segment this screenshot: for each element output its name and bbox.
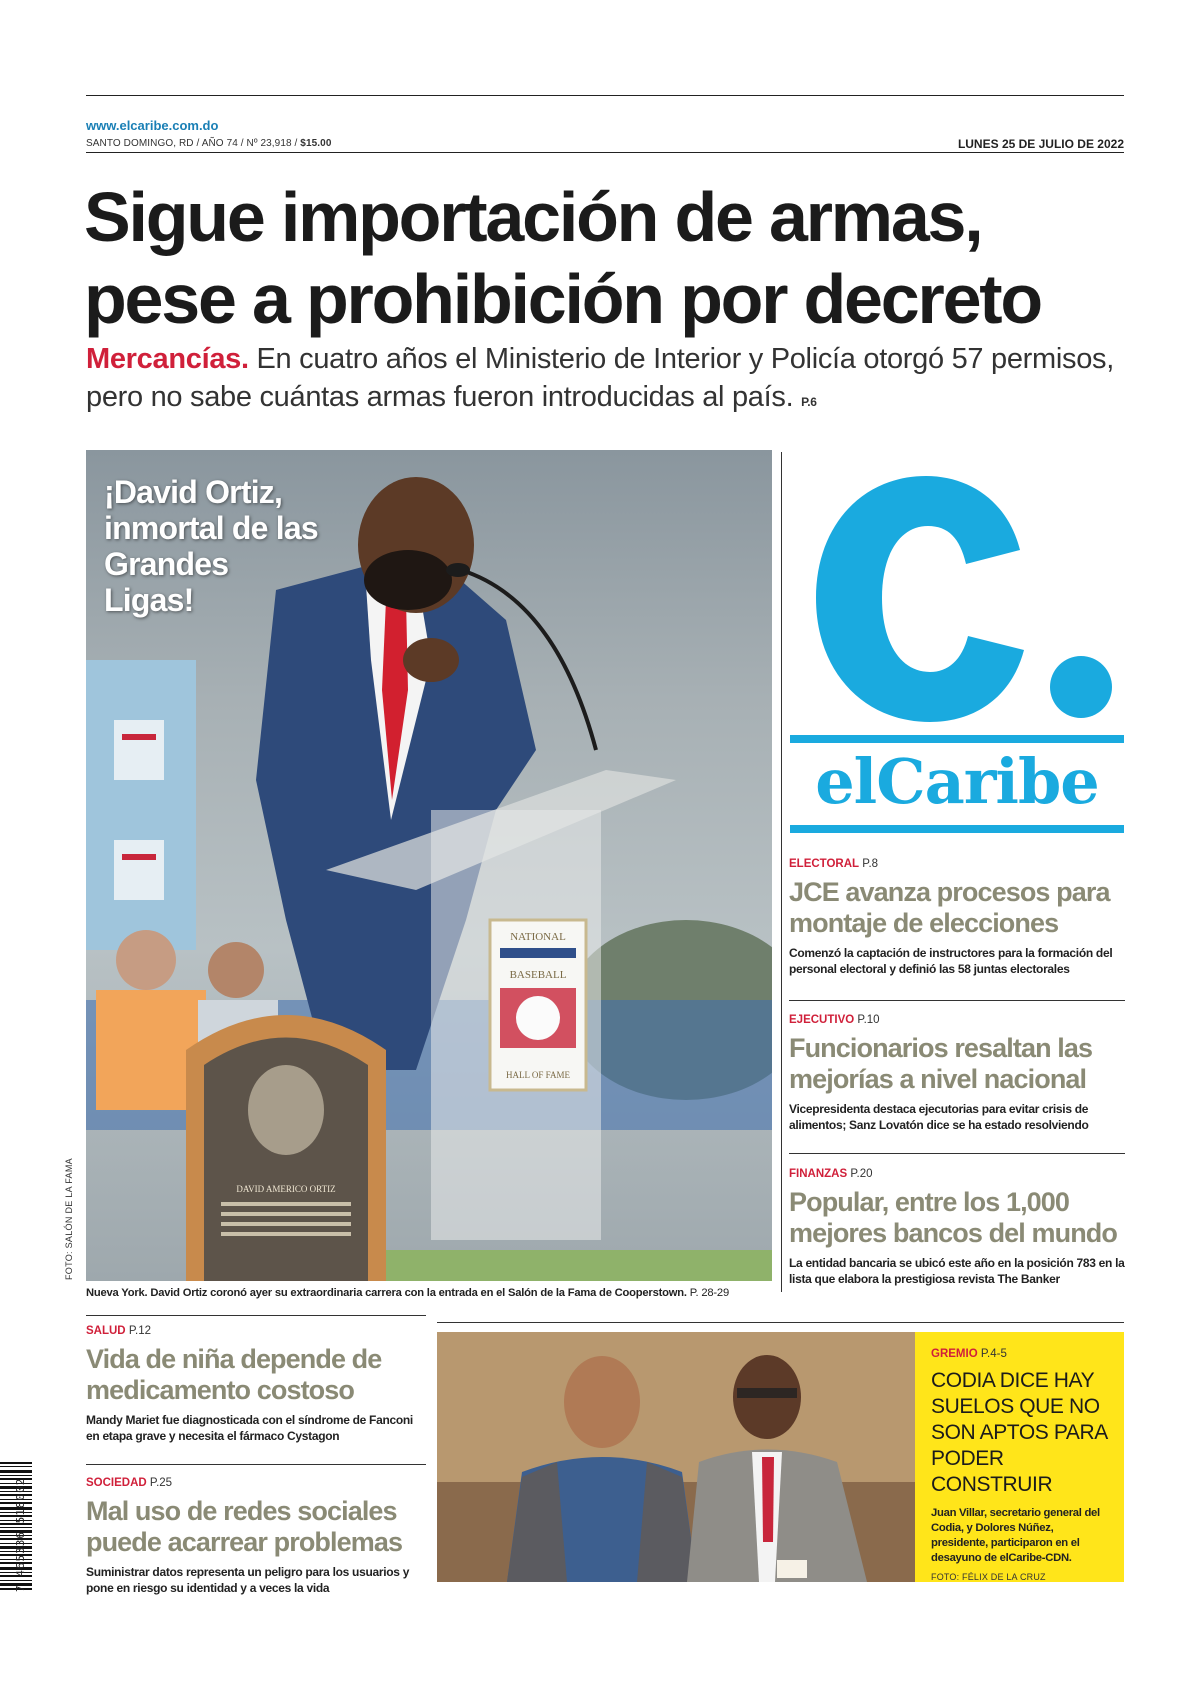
story-headline: Mal uso de redes sociales puede acarrear problemas [86, 1496, 403, 1557]
main-photo-caption [86, 1287, 786, 1299]
audience-person-2 [208, 942, 264, 998]
story-dek: Suministrar datos representa un peligro para los usuarios y pone en riesgo su identidad y a veces la vida [86, 1565, 410, 1595]
story-headline: Vida de niña depende de medicamento costoso [86, 1344, 382, 1405]
section-label: SALUD [86, 1325, 126, 1337]
microphone-head [446, 563, 470, 577]
section-label: EJECUTIVO [789, 1014, 855, 1026]
edition-text: SANTO DOMINGO, RD / AÑO 74 / Nº 23,918 / [86, 138, 301, 149]
hof-logo-2 [114, 840, 164, 900]
page-ref: P.4-5 [977, 1348, 1007, 1360]
lead-subhead-text: En cuatro años el Ministerio de Interior y Policía otorgó 57 permisos, pero no sabe cuántas armas fueron introducidas al país. [86, 343, 1114, 413]
hof-stripe-2 [122, 854, 156, 860]
podium-sign-stars [500, 948, 576, 958]
hof-banner-left [86, 660, 196, 950]
person-2-glasses [737, 1388, 797, 1398]
main-photo-title: ¡David Ortiz, inmortal de las Grandes Ligas! [104, 474, 318, 618]
section-label: SOCIEDAD [86, 1477, 147, 1489]
bottom-separator-mid [86, 1464, 426, 1465]
hof-logo-1 [114, 720, 164, 780]
podium-sign-line3: HALL OF FAME [505, 1070, 571, 1080]
page-ref: P.12 [125, 1325, 151, 1337]
lead-headline-line2: pese a prohibición por decreto [84, 260, 1041, 338]
column-divider [781, 452, 782, 1292]
plaque-text-line-4 [221, 1232, 351, 1236]
section-label: ELECTORAL [789, 858, 860, 870]
edition-info [86, 138, 331, 149]
plaque-name: DAVID AMERICO ORTIZ [236, 1184, 336, 1194]
masthead-rule [86, 152, 1124, 153]
elcaribe-logo-c-icon [786, 460, 1126, 730]
story-finanzas[interactable] [789, 1167, 1125, 1287]
story-section [789, 1167, 1125, 1181]
story-headline: Popular, entre los 1,000 mejores bancos del mundo [789, 1187, 1117, 1248]
person-2-tie [762, 1457, 774, 1542]
logo-name: elCaribe [815, 745, 1099, 818]
story-electoral[interactable] [789, 857, 1125, 977]
story-dek: Mandy Mariet fue diagnosticada con el síndrome de Fanconi en etapa grave y necesita el fármaco Cystagon [86, 1413, 413, 1443]
lead-kicker: Mercancías. [86, 343, 249, 375]
main-photo-credit: FOTO: SALÓN DE LA FAMA [64, 1158, 74, 1280]
story-section [931, 1347, 1110, 1361]
story-headline: Funcionarios resaltan las mejorías a nivel nacional [789, 1033, 1093, 1094]
story-ejecutivo[interactable] [789, 1013, 1125, 1133]
story-separator [789, 1000, 1125, 1001]
story-sociedad[interactable] [86, 1476, 426, 1596]
page-ref: P.8 [859, 858, 879, 870]
plaque-text-line-1 [221, 1202, 351, 1206]
price: $15.00 [300, 138, 332, 149]
lead-subhead [86, 340, 1126, 421]
main-photo-caption-ref: P. 28-29 [686, 1287, 729, 1299]
grass [386, 1250, 772, 1281]
section-label: FINANZAS [789, 1168, 848, 1180]
gremio-story[interactable] [915, 1332, 1124, 1582]
story-dek: Vicepresidenta destaca ejecutorias para evitar crisis de alimentos; Sanz Lovatón dice se ha estado resolviendo [789, 1102, 1089, 1132]
logo-bar-top [790, 735, 1124, 743]
coffee-cup [777, 1560, 807, 1578]
section-label: GREMIO [931, 1348, 978, 1360]
story-section [789, 1013, 1125, 1027]
hof-stripe-1 [122, 734, 156, 740]
story-dek: Comenzó la captación de instructores para la formación del personal electoral y definió las 58 juntas electorales [789, 946, 1113, 976]
gremio-photo-credit: FOTO: FÉLIX DE LA CRUZ [931, 1572, 1046, 1582]
podium-sign-line1: NATIONAL [510, 931, 566, 943]
lead-page-ref: P.6 [801, 395, 817, 409]
story-section [789, 857, 1125, 871]
page-ref: P.10 [854, 1014, 880, 1026]
gremio-top-rule [437, 1322, 1124, 1323]
top-rule [86, 95, 1124, 96]
barcode-number: 7 465336 518002 [14, 1477, 27, 1592]
speaker-beard [364, 550, 452, 610]
plaque-text-line-3 [221, 1222, 351, 1226]
main-photo-caption-text: Nueva York. David Ortiz coronó ayer su extraordinaria carrera con la entrada en el Salón de la Fama de Cooperstown. [86, 1287, 687, 1299]
main-photo[interactable] [86, 450, 772, 1281]
page-ref: P.25 [146, 1477, 173, 1489]
gremio-photo-illustration [437, 1332, 915, 1582]
story-headline: JCE avanza procesos para montaje de elecciones [789, 877, 1110, 938]
story-section [86, 1324, 426, 1338]
issue-date: LUNES 25 DE JULIO DE 2022 [957, 137, 1124, 151]
podium-sign-baseball [516, 996, 560, 1040]
person-1-head [564, 1356, 640, 1448]
logo-bar-bottom [790, 825, 1124, 833]
logo-dot [1050, 656, 1112, 718]
gremio-headline: CODIA DICE HAY SUELOS QUE NO SON APTOS PARA PODER CONSTRUIR [931, 1369, 1107, 1496]
plaque-portrait [248, 1065, 324, 1155]
story-salud[interactable] [86, 1324, 426, 1444]
plaque-text-line-2 [221, 1212, 351, 1216]
podium-sign-line2: BASEBALL [509, 969, 567, 981]
story-dek: La entidad bancaria se ubicó este año en la posición 783 en la lista que elabora la prestigiosa revista The Banker [789, 1256, 1125, 1286]
story-separator [789, 1153, 1125, 1154]
bottom-separator-top [86, 1315, 426, 1316]
lead-headline[interactable] [84, 176, 1144, 340]
page-ref: P.20 [847, 1168, 873, 1180]
lead-headline-line1: Sigue importación de armas, [84, 178, 982, 256]
speaker-hand [403, 638, 459, 682]
logo-c-letter [816, 476, 1024, 722]
audience-person-1 [116, 930, 176, 990]
story-section [86, 1476, 426, 1490]
site-url-link[interactable]: www.elcaribe.com.do [86, 118, 219, 133]
gremio-dek: Juan Villar, secretario general del Codia, y Dolores Núñez, presidente, participaron en el desayuno de elCaribe-CDN. [931, 1507, 1100, 1564]
gremio-photo[interactable] [437, 1332, 915, 1582]
